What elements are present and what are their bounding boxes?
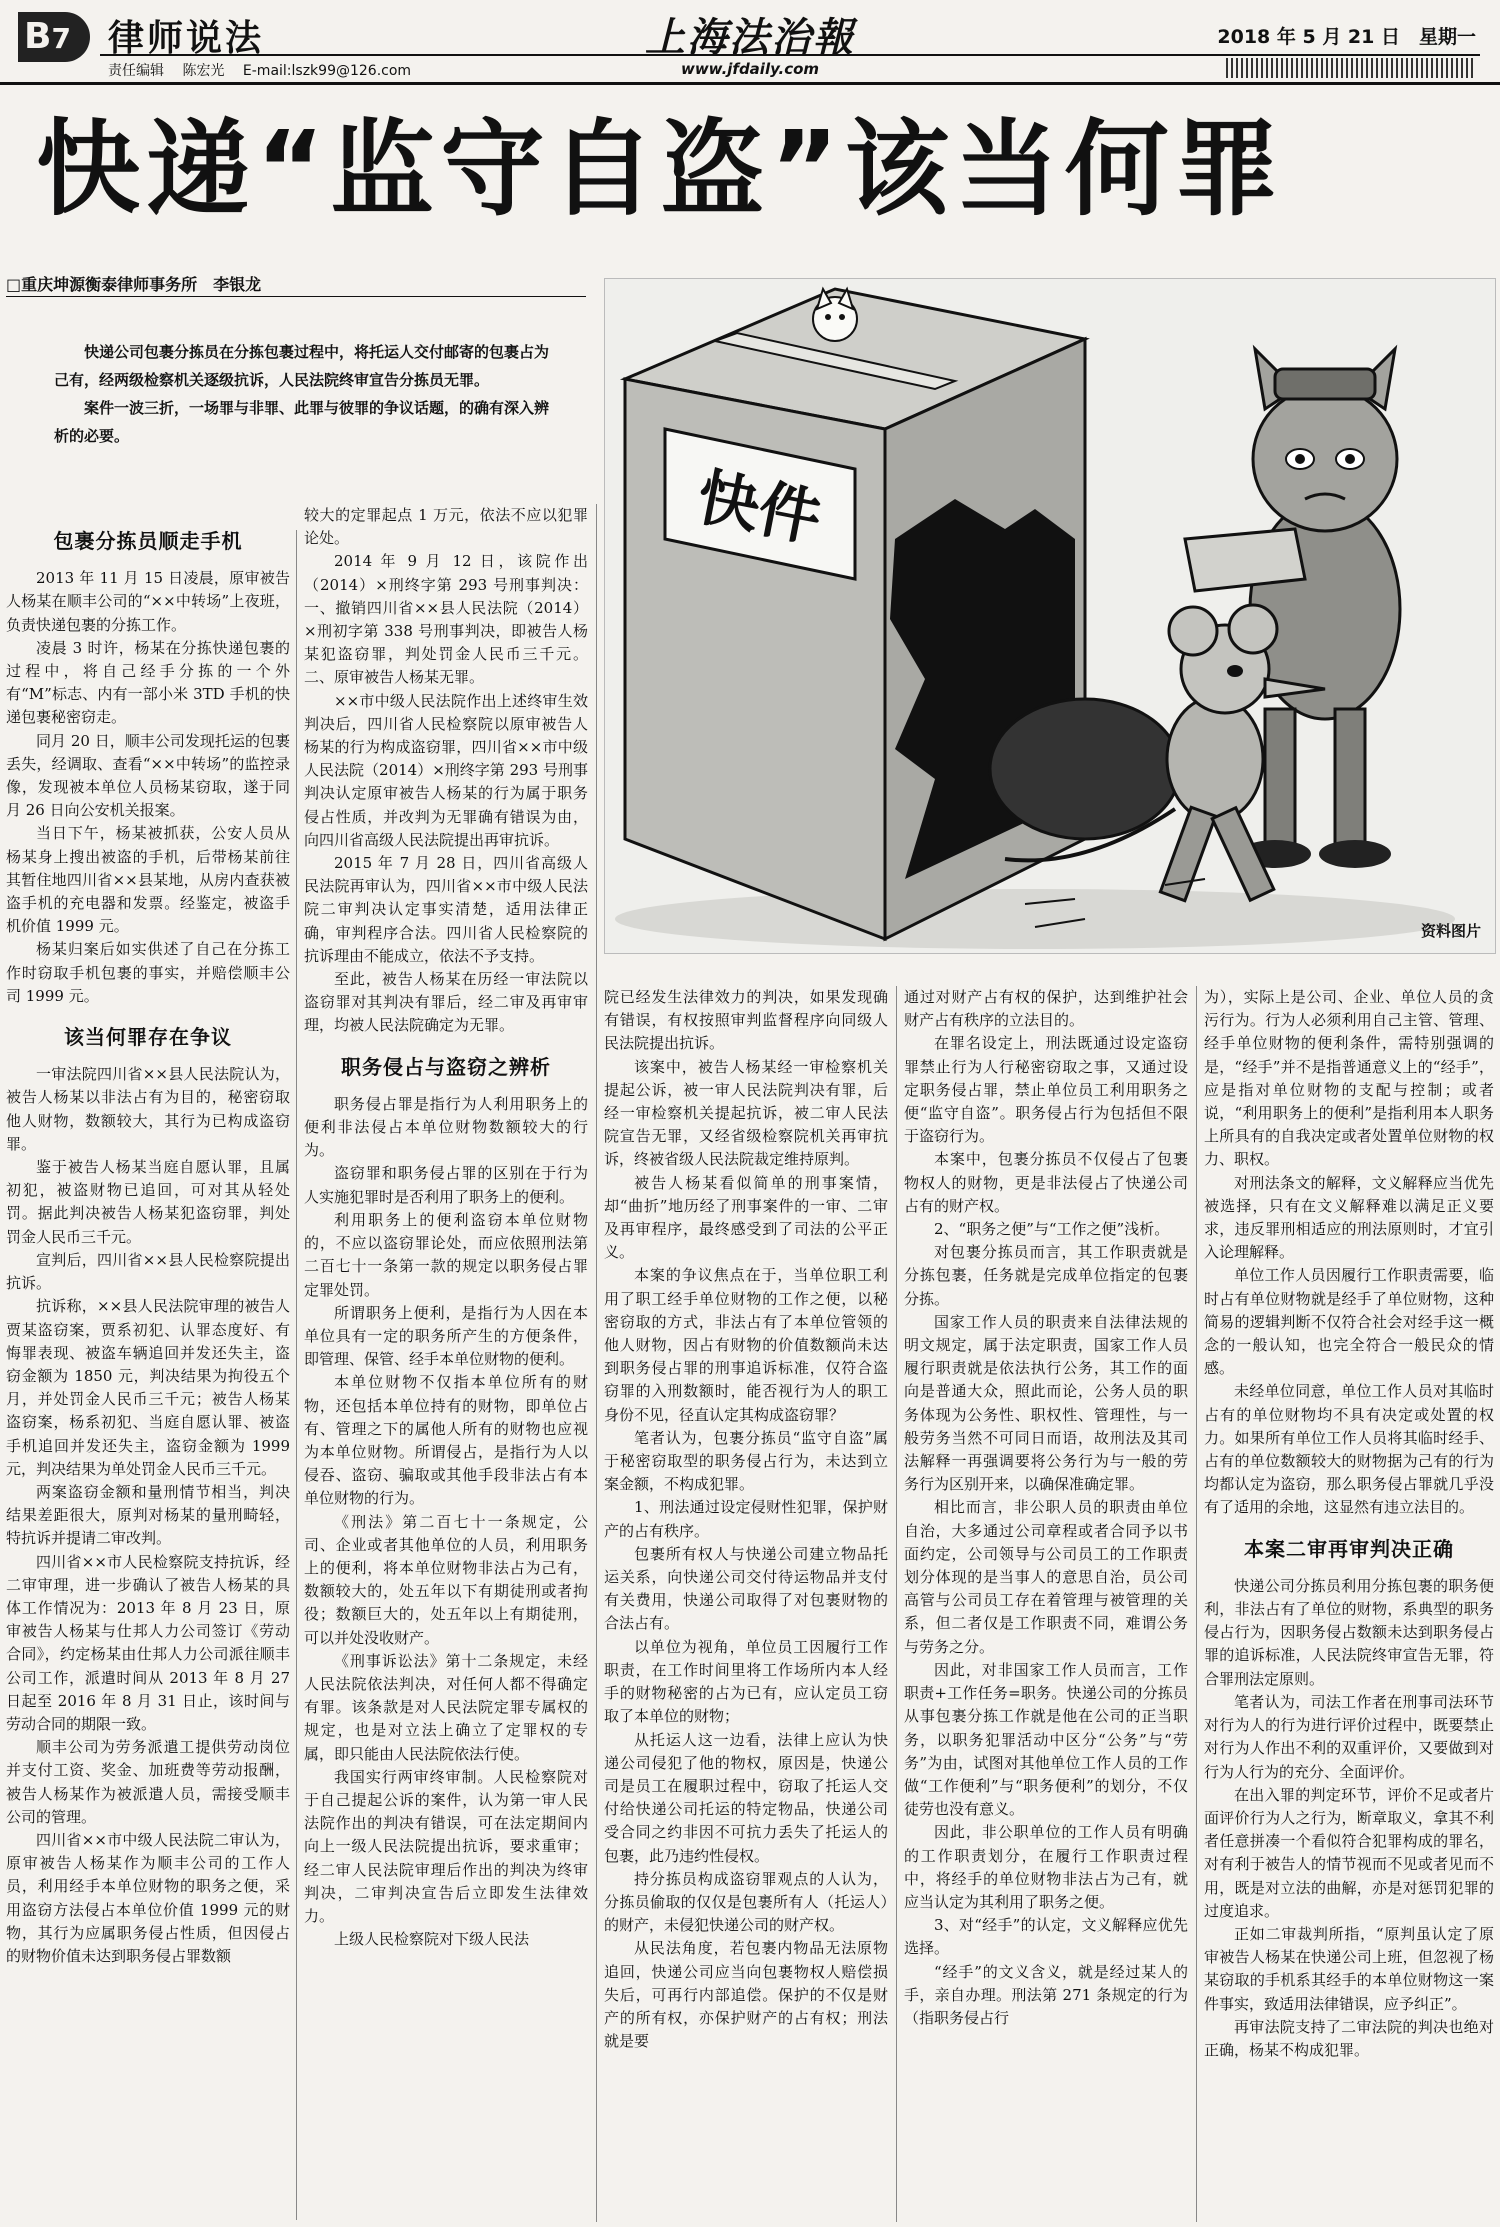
paragraph: 2013 年 11 月 15 日凌晨，原审被告人杨某在顺丰公司的“××中转场”上夜班，负责快递包裹的分拣工作。 — [6, 569, 290, 634]
paragraph: 本案中，包裹分拣员不仅侵占了包裹物权人的财物，更是非法侵占了快递公司占有的财产权。 — [904, 1150, 1188, 1215]
box-label: 快件 — [691, 460, 828, 556]
subheading: 包裹分拣员顺走手机 — [53, 530, 243, 553]
paragraph: 顺丰公司为劳务派遣工提供劳动岗位并支付工资、奖金、加班费等劳动报酬，被告人杨某作为被派遣人员，需接受顺丰公司的管理。 — [6, 1738, 290, 1826]
paragraph: 笔者认为，司法工作者在刑事司法环节对行为人的行为进行评价过程中，既要禁止对行为人作出不利的双重评价，又要做到对行为人行为的充分、全面评价。 — [1204, 1692, 1494, 1781]
paragraph: 四川省××市中级人民法院二审认为，原审被告人杨某作为顺丰公司的工作人员，利用经手本单位财物的职务之便，采用盗窃方法侵占本单位价值 1999 元的财物，其行为应属职务侵占性质，但因侵占的财物价值未达到职务侵占罪数额 — [6, 1830, 290, 1965]
headline: 快递“监守自盗”该当何罪 — [36, 108, 1285, 230]
paragraph: 正如二审裁判所指，“原判虽认定了原审被告人杨某在快递公司上班，但忽视了杨某窃取的手机系其经手的本单位财物这一案件事实，致适用法律错误，应予纠正”。 — [1204, 1924, 1494, 2013]
paper-url: www.jfdaily.com — [680, 60, 820, 78]
paragraph: 一审法院四川省××县人民法院认为，被告人杨某以非法占有为目的，秘密窃取他人财物，数额较大，其行为已构成盗窃罪。 — [6, 1065, 290, 1153]
paragraph: 因此，对非国家工作人员而言，工作职责+工作任务=职务。快递公司的分拣员从事包裹分拣工作就是他在公司的正当职务，以职务犯罪活动中区分“公务”与“劳务”为由，试图对其他单位工作人员的工作做“工作便利”与“职务便利”的划分，不仅徒劳也没有意义。 — [904, 1660, 1188, 1819]
paragraph: 鉴于被告人杨某当庭自愿认罪，且属初犯，被盗财物已追回，可对其从轻处罚。据此判决被告人杨某犯盗窃罪，判处罚金人民币三千元。 — [6, 1158, 290, 1246]
editor-name: 陈宏光 — [182, 63, 225, 79]
paragraph: 本单位财物不仅指本单位所有的财物，还包括本单位持有的财物，即单位占有、管理之下的属他人所有的财物也应视为本单位财物。所谓侵占，是指行为人以侵吞、盗窃、骗取或其他手段非法占有本单位财物的行为。 — [304, 1373, 588, 1508]
masthead-bottom-rule — [0, 82, 1500, 85]
paragraph: 上级人民检察院对下级人民法 — [334, 1930, 530, 1949]
column-rule — [1196, 986, 1197, 2222]
page-letter: B — [24, 16, 52, 57]
cartoon-drawing — [605, 279, 1496, 954]
paragraph: 被告人杨某看似简单的刑事案情，却“曲折”地历经了刑事案件的一审、二审及再审程序，最终感受到了司法的公平正义。 — [604, 1173, 888, 1262]
editor-line — [108, 60, 425, 80]
paragraph: 《刑法》第二百七十一条规定，公司、企业或者其他单位的人员，利用职务上的便利，将本单位财物非法占为己有，数额较大的，处五年以下有期徒刑或者拘役；数额巨大的，处五年以上有期徒刑，可以并处没收财产。 — [304, 1512, 588, 1647]
paragraph: 相比而言，非公职人员的职责由单位自治，大多通过公司章程或者合同予以书面约定，公司领导与公司员工的工作职责划分体现的是当事人的意思自治，员公司高管与公司员工存在着管理与被管理的关系，但二者仅是工作职责不同，难谓公务与劳务之分。 — [904, 1498, 1188, 1656]
editor-label: 责任编辑 — [108, 63, 164, 79]
paper-logo: 上海法治報 — [645, 14, 855, 61]
paragraph: 对刑法条文的解释，文义解释应当优先被选择，只有在文义解释难以满足正义要求，违反罪刑相适应的刑法原则时，才宜引入论理解释。 — [1204, 1173, 1494, 1262]
paragraph: 国家工作人员的职责来自法律法规的明文规定，属于法定职责，国家工作人员履行职责就是依法执行公务，其工作的面向是普通大众，照此而论，公务人员的职务体现为公务性、职权性、管理性，与一般劳务当然不可同日而语，故刑法及其司法解释一再强调要将公务行为与一般的劳务行为区别开来，以确保准确定罪。 — [904, 1312, 1188, 1494]
paragraph: 《刑事诉讼法》第十二条规定，未经人民法院依法判决，对任何人都不得确定有罪。该条款是对人民法院定罪专属权的规定，也是对立法上确立了定罪权的专属，即只能由人民法院依法行使。 — [304, 1651, 588, 1763]
article-column-1 — [6, 530, 290, 2222]
article-column-3 — [604, 986, 888, 2222]
byline-rule — [6, 296, 586, 297]
paragraph: 包裹所有权人与快递公司建立物品托运关系，向快递公司交付待运物品并支付有关费用，快递公司取得了对包裹财物的合法占有。 — [604, 1544, 888, 1633]
paragraph: 凌晨 3 时许，杨某在分拣快递包裹的过程中，将自己经手分拣的一个外有“M”标志、内有一部小米 3TD 手机的快递包裹秘密窃走。 — [6, 638, 290, 727]
paragraph: 较大的定罪起点 1 万元，依法不应以犯罪论处。 — [304, 506, 588, 548]
paragraph: 盗窃罪和职务侵占罪的区别在于行为人实施犯罪时是否利用了职务上的便利。 — [304, 1164, 588, 1206]
paragraph: 该案中，被告人杨某经一审检察机关提起公诉，被一审人民法院判决有罪，后经一审检察机关提起抗诉，被二审人民法院宣告无罪，又经省级检察院机关再审抗诉，终被省级人民法院裁定维持原判。 — [604, 1057, 888, 1169]
paragraph: 2014 年 9 月 12 日，该院作出（2014）×刑终字第 293 号刑事判决：一、撤销四川省××县人民法院（2014）×刑初字第 338 号刑事判决，即被告人杨某犯盗窃罪，判处罚金人民币三千元。二、原审被告人杨某无罪。 — [304, 552, 588, 687]
article-column-4 — [904, 986, 1188, 2222]
paragraph: “经手”的文义含义，就是经过某人的手，亲自办理。刑法第 271 条规定的行为（指职务侵占行 — [904, 1962, 1188, 2027]
issue-date: 2018 年 5 月 21 日 星期一 — [1217, 26, 1476, 48]
lead-paragraph: 快递公司包裹分拣员在分拣包裹过程中，将托运人交付邮寄的包裹占为己有，经两级检察机关逐级抗诉，人民法院终审宣告分拣员无罪。 — [54, 343, 550, 389]
paragraph: 2015 年 7 月 28 日，四川省高级人民法院再审认为，四川省××市中级人民法院二审判决认定事实清楚，适用法律正确，审判程序合法。四川省人民检察院的抗诉理由不能成立，依法不予支持。 — [304, 854, 588, 965]
lead-paragraphs — [54, 338, 554, 450]
paragraph: 同月 20 日，顺丰公司发现托运的包裹丢失，经调取、查看“××中转场”的监控录像，发现被本单位人员杨某窃取，遂于同月 26 日向公安机关报案。 — [6, 731, 290, 820]
paragraph: 以单位为视角，单位员工因履行工作职责，在工作时间里将工作场所内本人经手的财物秘密的占为已有，应认定员工窃取了本单位的财物； — [604, 1637, 888, 1726]
paragraph: 本案的争议焦点在于，当单位职工利用了职工经手单位财物的工作之便，以秘密窃取的方式，非法占有了本单位管领的他人财物，因占有财物的价值数额尚未达到职务侵占罪的刑事追诉标准，仅符合盗窃罪的入刑数额时，能否视行为人的职工身份不见，径直认定其构成盗窃罪？ — [604, 1266, 888, 1424]
paragraph: 3、对“经手”的认定，文义解释应优先选择。 — [904, 1916, 1188, 1958]
byline: □重庆坤源衡泰律师事务所 李银龙 — [6, 275, 262, 294]
paragraph: 从托运人这一边看，法律上应认为快递公司侵犯了他的物权，原因是，快递公司是员工在履职过程中，窃取了托运人交付给快递公司托运的特定物品，快递公司受合同之约非因不可抗力丢失了托运人的包裹，此乃违约性侵权。 — [604, 1730, 888, 1865]
masthead-hatch — [1226, 58, 1476, 78]
section-name: 律师说法 — [108, 18, 265, 59]
paragraph: 至此，被告人杨某在历经一审法院以盗窃罪对其判决有罪后，经二审及再审审理，均被人民法院确定为无罪。 — [304, 970, 588, 1035]
paragraph: 在出入罪的判定环节，评价不足或者片面评价行为人之行为，断章取义，拿其不利者任意拼凑一个看似符合犯罪构成的罪名，对有利于被告人的情节视而不见或者见而不用，既是对立法的曲解，亦是对惩罚犯罪的过度追求。 — [1204, 1785, 1494, 1920]
page-number: 7 — [51, 22, 71, 55]
paragraph: ××市中级人民法院作出上述终审生效判决后，四川省人民检察院以原审被告人杨某的行为构成盗窃罪，四川省××市中级人民法院（2014）×刑终字第 293 号刑事判决认定原审被告人杨某的行为属于职务侵占性质，并改判为无罪确有错误为由，向四川省高级人民法院提出再审抗诉。 — [304, 691, 588, 849]
editor-email: E-mail:lszk99@126.com — [242, 63, 412, 79]
column-rule — [596, 504, 597, 2222]
paragraph: 持分拣员构成盗窃罪观点的人认为，分拣员偷取的仅仅是包裹所有人（托运人）的财产，未侵犯快递公司的财产权。 — [604, 1869, 888, 1935]
paragraph: 杨某归案后如实供述了自己在分拣工作时窃取手机包裹的事实，并赔偿顺丰公司 1999 元。 — [6, 940, 290, 1005]
paragraph: 1、刑法通过设定侵财性犯罪，保护财产的占有秩序。 — [604, 1498, 888, 1540]
paragraph: 我国实行两审终审制。人民检察院对于自己提起公诉的案件，认为第一审人民法院作出的判决有错误，可在法定期间内向上一级人民法院提出抗诉，要求重审；经二审人民法院审理后作出的判决为终审判决，二审判决宣告后立即发生法律效力。 — [304, 1767, 588, 1925]
paragraph: 因此，非公职单位的工作人员有明确的工作职责划分，在履行工作职责过程中，将经手的单位财物非法占为己有，就应当认定为其利用了职务之便。 — [904, 1823, 1188, 1911]
paragraph: 在罪名设定上，刑法既通过设定盗窃罪禁止行为人行秘密窃取之事，又通过设定职务侵占罪，禁止单位员工利用职务之便“监守自盗”。职务侵占行为包括但不限于盗窃行为。 — [904, 1034, 1188, 1146]
paragraph: 所谓职务上便利，是指行为人因在本单位具有一定的职务所产生的方便条件，即管理、保管、经手本单位财物的便利。 — [304, 1303, 588, 1369]
paragraph: 通过对财产占有权的保护，达到维护社会财产占有秩序的立法目的。 — [904, 988, 1188, 1030]
paragraph: 抗诉称，××县人民法院审理的被告人贾某盗窃案，贾系初犯、认罪态度好、有悔罪表现、被盗车辆追回并发还失主，盗窃金额为 1850 元，判决结果为拘役五个月，并处罚金人民币三千元；被告人杨某盗窃案，杨系初犯、当庭自愿认罪、被盗手机追回并发还失主，盗窃金额为 1999 元，判决结果为单处罚金人民币三千元。 — [6, 1297, 290, 1478]
paragraph: 从民法角度，若包裹内物品无法原物追回，快递公司应当向包裹物权人赔偿损失后，可再行内部追偿。保护的不仅是财产的所有权，亦保护财产的占有权；刑法就是要 — [604, 1939, 888, 2051]
paragraph: 对包裹分拣员而言，其工作职责就是分拣包裹，任务就是完成单位指定的包裹分拣。 — [904, 1243, 1188, 1308]
paragraph: 当日下午，杨某被抓获，公安人员从杨某身上搜出被盗的手机，后带杨某前往其暂住地四川省××县某地，从房内查获被盗手机的充电器和发票。经鉴定，被盗手机价值 1999 元。 — [6, 824, 290, 936]
paragraph: 单位工作人员因履行工作职责需要，临时占有单位财物就是经手了单位财物，这种简易的逻辑判断不仅符合社会对经手这一概念的一般认知，也完全符合一般民众的情感。 — [1204, 1266, 1494, 1378]
paragraph: 为），实际上是公司、企业、单位人员的贪污行为。行为人必须利用自己主管、管理、经手单位财物的便利条件，需特别强调的是，“经手”并不是指普通意义上的“经手”，应是指对单位财物的支配与控制；或者说，“利用职务上的便利”是指利用本人职务上所具有的自我决定或者处置单位财物的权力、职权。 — [1204, 988, 1494, 1169]
paragraph: 宣判后，四川省××县人民检察院提出抗诉。 — [6, 1250, 290, 1293]
paragraph: 利用职务上的便利盗窃本单位财物的，不应以盗窃罪论处，而应依照刑法第二百七十一条第一款的规定以职务侵占罪定罪处罚。 — [304, 1210, 588, 1299]
article-column-5 — [1204, 986, 1494, 2222]
paragraph: 两案盗窃金额和量刑情节相当，判决结果差距很大，原判对杨某的量刑畸轻，特抗诉并提请二审改判。 — [6, 1482, 290, 1548]
paragraph: 职务侵占罪是指行为人利用职务上的便利非法侵占本单位财物数额较大的行为。 — [304, 1094, 588, 1160]
paragraph: 快递公司分拣员利用分拣包裹的职务便利，非法占有了单位的财物，系典型的职务侵占行为，因职务侵占数额未达到职务侵占罪的追诉标准，人民法院终审宣告无罪，符合罪刑法定原则。 — [1204, 1576, 1494, 1688]
subheading: 该当何罪存在争议 — [64, 1025, 232, 1050]
lead-paragraph: 案件一波三折，一场罪与非罪、此罪与彼罪的争议话题，的确有深入辨析的必要。 — [54, 399, 550, 445]
paragraph: 笔者认为，包裹分拣员“监守自盗”属于秘密窃取型的职务侵占行为，未达到立案金额，不构成犯罪。 — [604, 1428, 888, 1494]
paragraph: 再审法院支持了二审法院的判决也绝对正确，杨某不构成犯罪。 — [1204, 2017, 1494, 2059]
paragraph: 四川省××市人民检察院支持抗诉，经二审审理，进一步确认了被告人杨某的具体工作情况为：2013 年 8 月 23 日，原审被告人杨某与仕邦人力公司签订《劳动合同》，约定杨某由仕邦人力公司派往顺丰公司工作，派遣时间从 2013 年 8 月 27 日起至 2016 年 8 月 31 日止，该时间与劳动合同的期限一致。 — [6, 1552, 290, 1733]
cartoon-illustration — [604, 278, 1496, 954]
column-rule — [896, 986, 897, 2222]
subheading: 职务侵占与盗窃之辨析 — [341, 1054, 551, 1079]
paragraph: 2、“职务之便”与“工作之便”浅析。 — [934, 1220, 1170, 1239]
article-column-2 — [304, 504, 588, 2222]
illustration-credit: 资料图片 — [1420, 922, 1481, 940]
page-badge — [18, 12, 90, 62]
masthead-rule — [100, 54, 1480, 56]
subheading: 本案二审再审判决正确 — [1244, 1536, 1454, 1561]
masthead — [0, 0, 1500, 82]
paragraph: 未经单位同意，单位工作人员对其临时占有的单位财物均不具有决定或处置的权力。如果所有单位工作人员将其临时经手、占有的单位数额较大的财物据为己有的行为均都认定为盗窃，那么职务侵占罪就几乎没有了适用的余地，这显然有违立法目的。 — [1204, 1382, 1494, 1517]
paragraph: 院已经发生法律效力的判决，如果发现确有错误，有权按照审判监督程序向同级人民法院提出抗诉。 — [604, 988, 888, 1053]
column-rule — [296, 530, 297, 2220]
